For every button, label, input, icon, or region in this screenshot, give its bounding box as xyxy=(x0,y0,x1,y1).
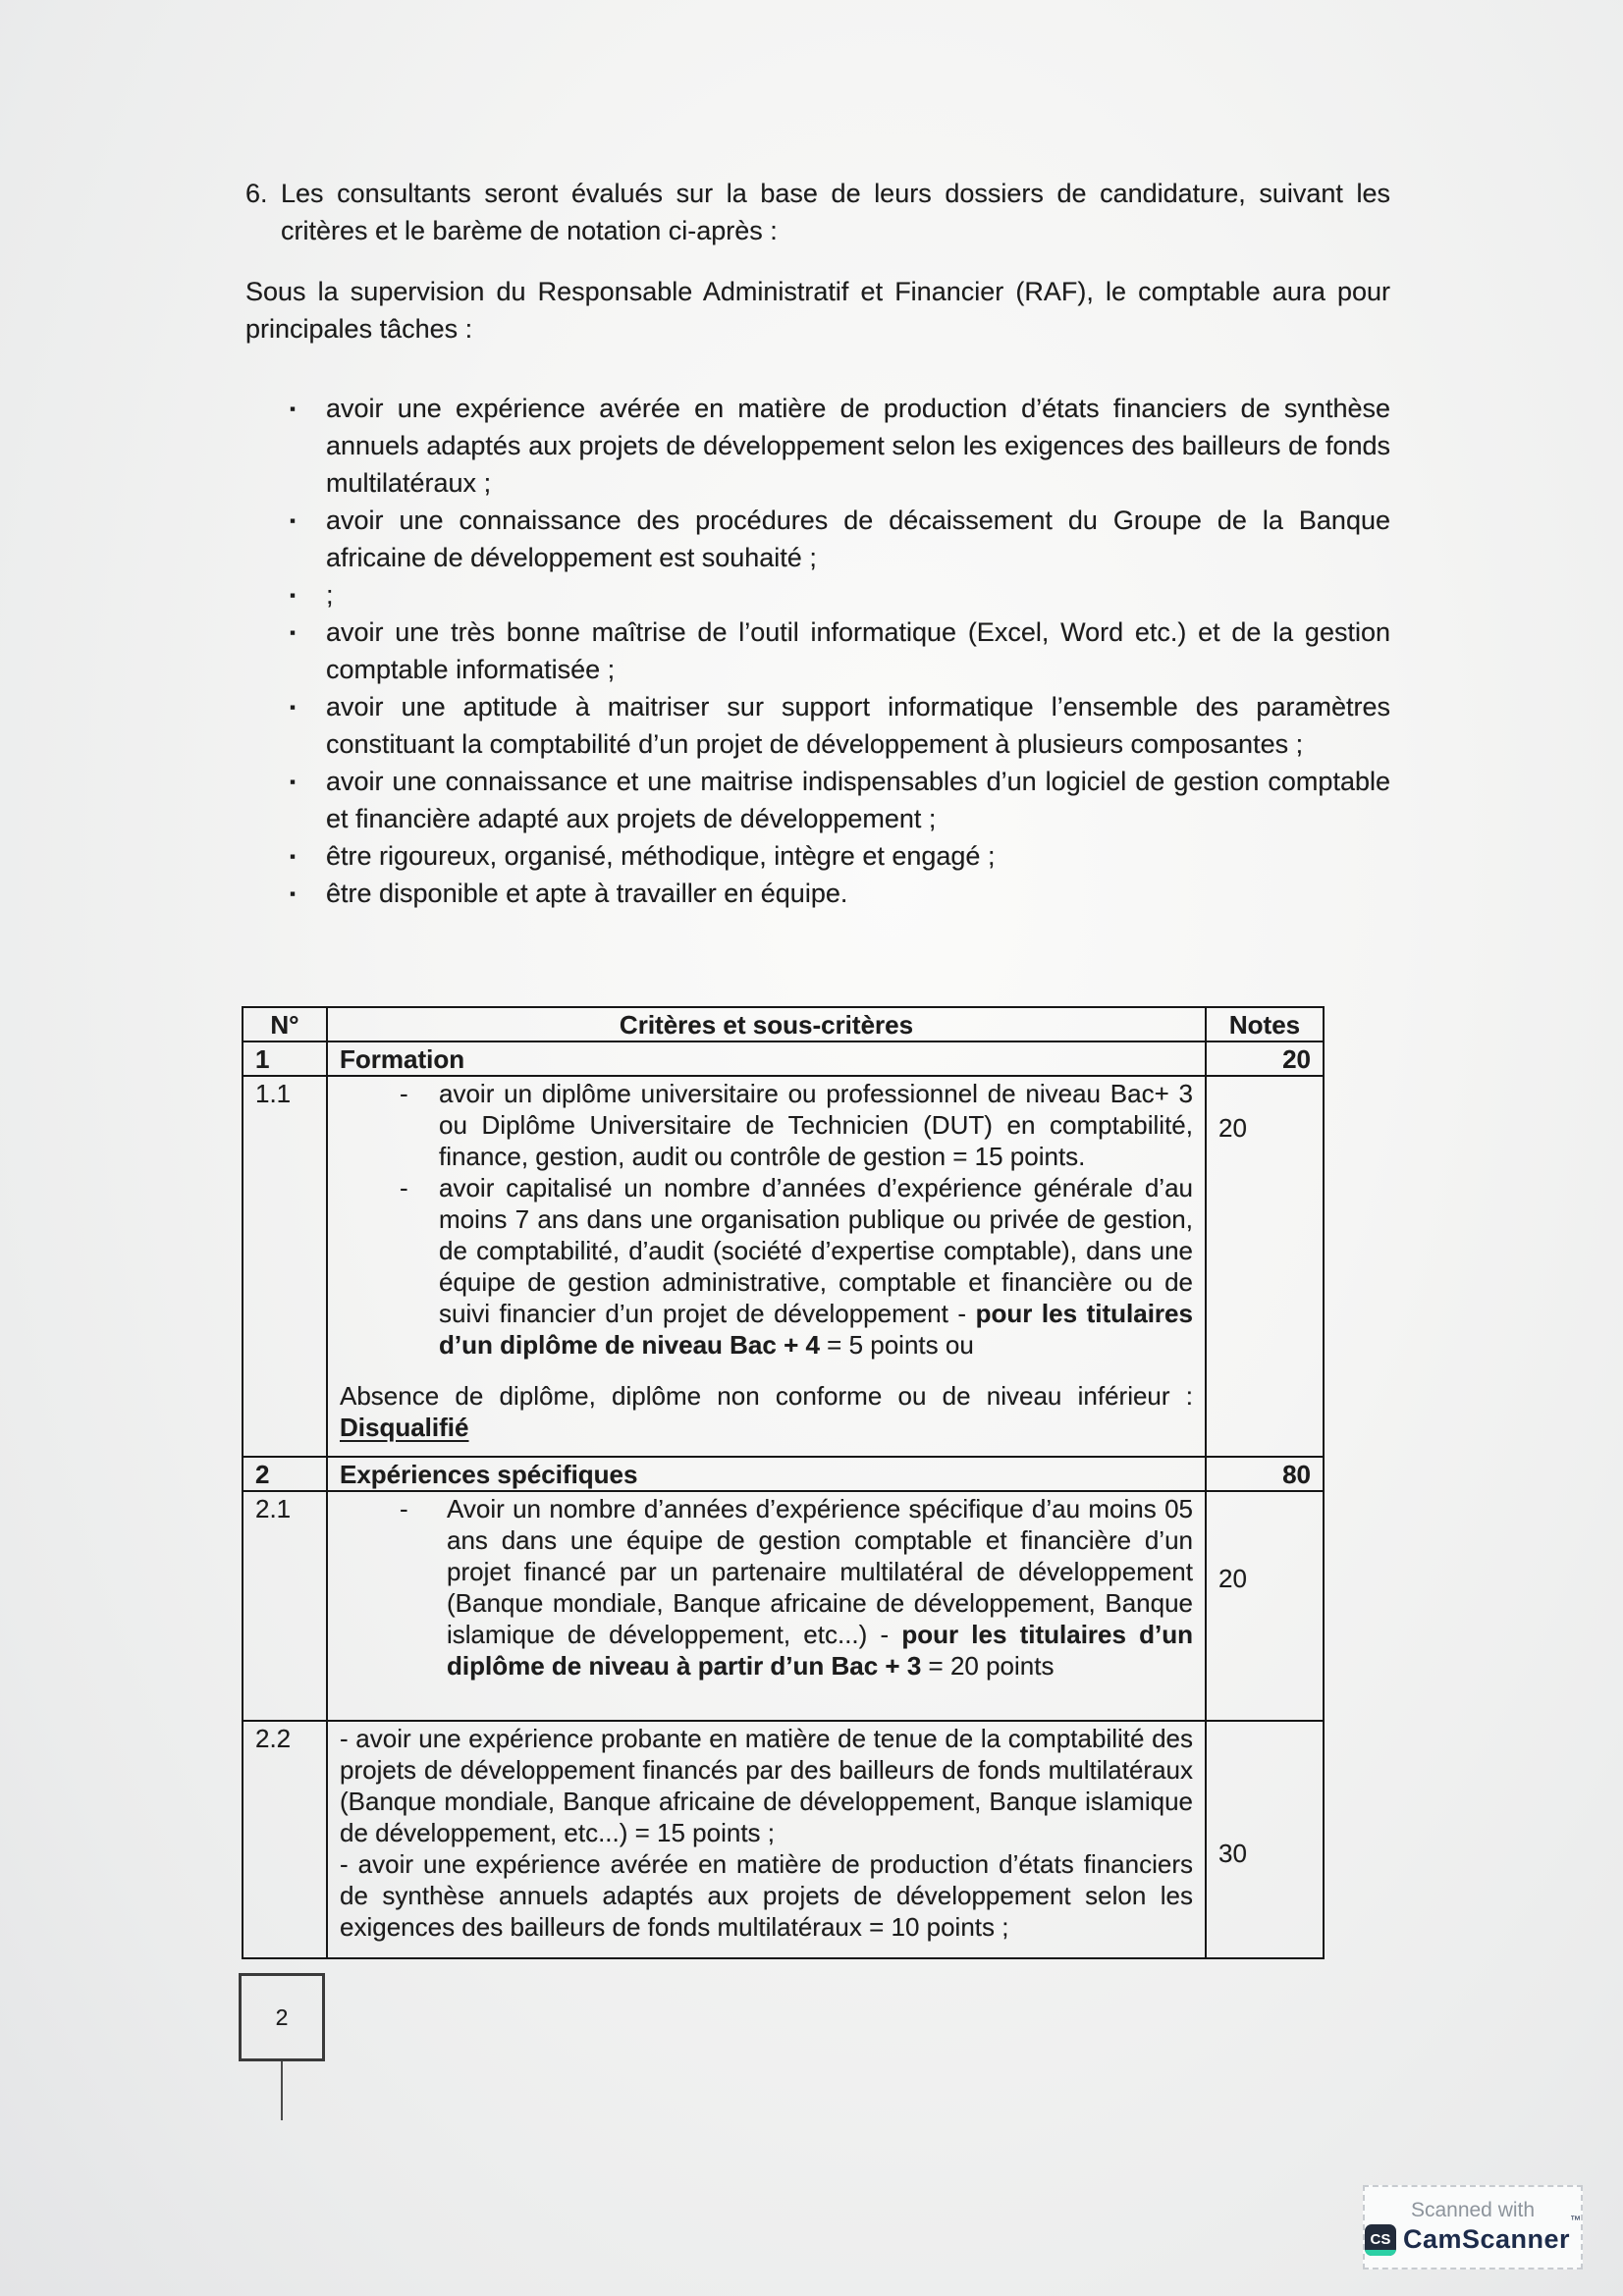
tasks-bullet-list xyxy=(290,390,1390,912)
dash-item-text: avoir un diplôme universitaire ou professionnel de niveau Bac+ 3 ou Diplôme Universitaire de Technicien (DUT) en comptabilité, finance, gestion, audit ou contrôle de gestion = 15 points. xyxy=(439,1079,1193,1171)
list-item xyxy=(290,390,1390,502)
table-row-experiences xyxy=(243,1457,1324,1491)
row-criteria xyxy=(327,1076,1206,1457)
absence-disqualified: Disqualifié xyxy=(340,1413,469,1442)
table-row-2-1 xyxy=(243,1491,1324,1721)
row-label: Expériences spécifiques xyxy=(327,1457,1206,1491)
square-bullet-icon: ▪ xyxy=(290,847,297,866)
list-item xyxy=(290,614,1390,688)
item-number: 6. xyxy=(245,179,268,208)
row-number: 2.2 xyxy=(243,1721,327,1958)
paragraph-item-6 xyxy=(245,175,1390,249)
dash-marker: - xyxy=(400,1079,408,1108)
list-item-text: avoir une aptitude à maitriser sur support informatique l’ensemble des paramètres constituant la comptabilité d’un projet de développement à plusieurs composantes ; xyxy=(326,692,1390,759)
camscanner-badge xyxy=(1363,2185,1583,2269)
trademark-symbol: ™ xyxy=(1570,2215,1582,2226)
table-row-1-1 xyxy=(243,1076,1324,1457)
row-criteria xyxy=(327,1491,1206,1721)
dash-marker: - xyxy=(400,1173,408,1202)
table-header-row xyxy=(243,1007,1324,1041)
row-notes: 30 xyxy=(1206,1721,1324,1958)
dash-item xyxy=(400,1493,1193,1682)
row-notes: 80 xyxy=(1206,1457,1324,1491)
square-bullet-icon: ▪ xyxy=(290,586,297,605)
dash-item-text: = 5 points ou xyxy=(819,1330,974,1360)
criteria-paragraph: - avoir une expérience avérée en matière de production d’états financiers de synthèse annuels adaptés aux projets de développement selon les exigences des bailleurs de fonds multilatéraux = 10 points ; xyxy=(340,1849,1193,1942)
scanned-with-label: Scanned with xyxy=(1410,2198,1536,2221)
camscanner-icon xyxy=(1365,2224,1396,2256)
square-bullet-icon: ▪ xyxy=(290,698,297,717)
header-num: N° xyxy=(243,1007,327,1041)
list-item-text: avoir une expérience avérée en matière de production d’états financiers de synthèse annuels adaptés aux projets de développement selon les exigences des bailleurs de fonds multilatéraux ; xyxy=(326,394,1390,498)
square-bullet-icon: ▪ xyxy=(290,623,297,642)
row-number: 2.1 xyxy=(243,1491,327,1721)
list-item-text: avoir une très bonne maîtrise de l’outil informatique (Excel, Word etc.) et de la gestion comptable informatisée ; xyxy=(326,617,1390,684)
list-item-text: être disponible et apte à travailler en équipe. xyxy=(326,879,848,908)
intro-paragraph: Sous la supervision du Responsable Administratif et Financier (RAF), le comptable aura pour principales tâches : xyxy=(245,277,1390,344)
criteria-table xyxy=(242,1006,1325,1959)
list-item-text: avoir une connaissance des procédures de décaissement du Groupe de la Banque africaine de développement est souhaité ; xyxy=(326,506,1390,572)
camscanner-brand-row xyxy=(1365,2215,1582,2256)
dash-item-text: Avoir un nombre d’années d’expérience spécifique d’au moins 05 ans dans une équipe de gestion comptable et financière d’un projet financé par un partenaire multilatéral de développement (Banque mondiale, Banque africaine de développement, Banque islamique de développement, etc...) - xyxy=(447,1494,1193,1649)
page-number: 2 xyxy=(275,2003,289,2030)
row-label: Formation xyxy=(327,1041,1206,1076)
absence-note xyxy=(340,1380,1193,1443)
header-criteria: Critères et sous-critères xyxy=(327,1007,1206,1041)
list-item-text: être rigoureux, organisé, méthodique, intègre et engagé ; xyxy=(326,841,996,871)
item-text: Les consultants seront évalués sur la base de leurs dossiers de candidature, suivant les critères et le barème de notation ci-après : xyxy=(281,179,1390,245)
row-notes: 20 xyxy=(1206,1041,1324,1076)
row-criteria xyxy=(327,1721,1206,1958)
list-item-text: ; xyxy=(326,580,334,610)
dash-item xyxy=(400,1078,1193,1172)
square-bullet-icon: ▪ xyxy=(290,400,297,418)
row-number: 2 xyxy=(243,1457,327,1491)
row-notes: 20 xyxy=(1206,1076,1324,1457)
list-item xyxy=(290,502,1390,576)
absence-text: Absence de diplôme, diplôme non conforme ou de niveau inférieur : xyxy=(340,1381,1193,1411)
page-number-tail-line xyxy=(281,2061,283,2120)
cs-icon-teal-bar xyxy=(1365,2250,1396,2256)
dash-item-text-bold: pour les titulaires d’un diplôme de niveau Bac + 4 xyxy=(439,1299,1193,1360)
header-notes: Notes xyxy=(1206,1007,1324,1041)
list-item xyxy=(290,763,1390,837)
dash-item xyxy=(400,1172,1193,1361)
square-bullet-icon: ▪ xyxy=(290,884,297,903)
row-number: 1 xyxy=(243,1041,327,1076)
list-item xyxy=(290,688,1390,763)
square-bullet-icon: ▪ xyxy=(290,511,297,530)
list-item xyxy=(290,576,1390,614)
table-row-formation xyxy=(243,1041,1324,1076)
camscanner-wordmark: CamScanner™ xyxy=(1402,2215,1582,2254)
list-item xyxy=(290,875,1390,912)
square-bullet-icon: ▪ xyxy=(290,773,297,791)
list-item-text: avoir une connaissance et une maitrise indispensables d’un logiciel de gestion comptable et financière adapté aux projets de développement ; xyxy=(326,767,1390,833)
row-notes: 20 xyxy=(1206,1491,1324,1721)
dash-marker: - xyxy=(400,1494,408,1523)
dash-item-text: = 20 points xyxy=(921,1651,1055,1681)
cs-icon-letters: CS xyxy=(1370,2231,1391,2248)
criteria-paragraph: - avoir une expérience probante en matière de tenue de la comptabilité des projets de développement financés par des bailleurs de fonds multilatéraux (Banque mondiale, Banque africaine de développement, Banque islamique de développement, etc...) = 15 points ; xyxy=(340,1724,1193,1847)
list-item xyxy=(290,837,1390,875)
dash-item-text-bold: pour les titulaires d’un diplôme de niveau à partir d’un Bac + 3 xyxy=(447,1620,1193,1681)
table-row-2-2 xyxy=(243,1721,1324,1958)
row-number: 1.1 xyxy=(243,1076,327,1457)
dash-item-text: avoir capitalisé un nombre d’années d’expérience générale d’au moins 7 ans dans une organisation publique ou privée de gestion, de comptabilité, d’audit (société d’expertise comptable), dans une équipe de gestion administrative, comptable et financière ou de suivi financier d’un projet de développement - xyxy=(439,1173,1193,1328)
page-number-box xyxy=(239,1973,325,2061)
